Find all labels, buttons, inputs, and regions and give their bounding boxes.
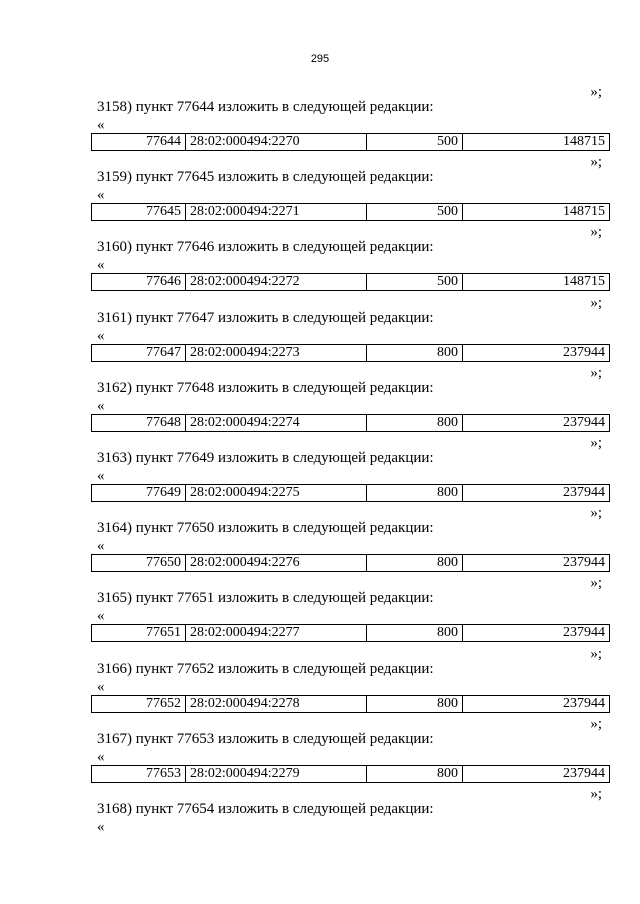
table-row	[92, 415, 610, 432]
closing-quote: »;	[590, 365, 602, 381]
amendment-heading: 3168) пункт 77654 изложить в следующей редакции:	[97, 801, 434, 817]
item-number-cell: 77653	[92, 766, 186, 783]
cadastral-number-cell: 28:02:000494:2272	[186, 274, 367, 291]
cadastral-value-cell: 148715	[463, 274, 610, 291]
closing-quote: »;	[590, 295, 602, 311]
area-cell: 800	[367, 696, 463, 713]
area-cell: 800	[367, 485, 463, 502]
amendment-heading: 3166) пункт 77652 изложить в следующей редакции:	[97, 661, 434, 677]
table-row	[92, 625, 610, 642]
closing-quote: »;	[590, 786, 602, 802]
land-plot-row-table	[91, 765, 610, 783]
opening-quote: «	[97, 819, 105, 835]
land-plot-row-table	[91, 344, 610, 362]
area-cell: 800	[367, 415, 463, 432]
land-plot-row-table	[91, 695, 610, 713]
cadastral-value-cell: 237944	[463, 696, 610, 713]
item-number-cell: 77647	[92, 345, 186, 362]
closing-quote: »;	[590, 154, 602, 170]
amendment-heading: 3162) пункт 77648 изложить в следующей редакции:	[97, 380, 434, 396]
area-cell: 800	[367, 555, 463, 572]
item-number-cell: 77648	[92, 415, 186, 432]
amendment-heading: 3158) пункт 77644 изложить в следующей редакции:	[97, 99, 434, 115]
table-row	[92, 485, 610, 502]
amendment-heading: 3161) пункт 77647 изложить в следующей редакции:	[97, 310, 434, 326]
item-number-cell: 77646	[92, 274, 186, 291]
opening-quote: «	[97, 257, 105, 273]
area-cell: 500	[367, 204, 463, 221]
cadastral-value-cell: 237944	[463, 485, 610, 502]
land-plot-row-table	[91, 554, 610, 572]
closing-quote: »;	[590, 575, 602, 591]
table-row	[92, 696, 610, 713]
amendment-heading: 3164) пункт 77650 изложить в следующей редакции:	[97, 520, 434, 536]
cadastral-value-cell: 237944	[463, 625, 610, 642]
cadastral-value-cell: 148715	[463, 134, 610, 151]
closing-quote: »;	[590, 224, 602, 240]
cadastral-value-cell: 237944	[463, 415, 610, 432]
closing-quote: »;	[590, 505, 602, 521]
opening-quote: «	[97, 679, 105, 695]
cadastral-number-cell: 28:02:000494:2275	[186, 485, 367, 502]
table-row	[92, 766, 610, 783]
cadastral-number-cell: 28:02:000494:2276	[186, 555, 367, 572]
closing-quote: »;	[590, 646, 602, 662]
land-plot-row-table	[91, 624, 610, 642]
area-cell: 800	[367, 345, 463, 362]
opening-quote: «	[97, 538, 105, 554]
opening-quote: «	[97, 468, 105, 484]
area-cell: 500	[367, 134, 463, 151]
closing-quote: »;	[590, 435, 602, 451]
land-plot-row-table	[91, 133, 610, 151]
cadastral-number-cell: 28:02:000494:2273	[186, 345, 367, 362]
area-cell: 800	[367, 625, 463, 642]
opening-quote: «	[97, 749, 105, 765]
item-number-cell: 77650	[92, 555, 186, 572]
opening-quote: «	[97, 117, 105, 133]
table-row	[92, 555, 610, 572]
cadastral-value-cell: 148715	[463, 204, 610, 221]
amendment-heading: 3160) пункт 77646 изложить в следующей редакции:	[97, 239, 434, 255]
closing-quote: »;	[590, 716, 602, 732]
land-plot-row-table	[91, 273, 610, 291]
table-row	[92, 274, 610, 291]
opening-quote: «	[97, 328, 105, 344]
amendment-heading: 3163) пункт 77649 изложить в следующей редакции:	[97, 450, 434, 466]
opening-quote: «	[97, 398, 105, 414]
land-plot-row-table	[91, 414, 610, 432]
area-cell: 800	[367, 766, 463, 783]
cadastral-value-cell: 237944	[463, 555, 610, 572]
item-number-cell: 77652	[92, 696, 186, 713]
table-row	[92, 134, 610, 151]
cadastral-number-cell: 28:02:000494:2278	[186, 696, 367, 713]
cadastral-value-cell: 237944	[463, 345, 610, 362]
table-row	[92, 345, 610, 362]
land-plot-row-table	[91, 203, 610, 221]
closing-quote: »;	[590, 84, 602, 100]
cadastral-number-cell: 28:02:000494:2270	[186, 134, 367, 151]
land-plot-row-table	[91, 484, 610, 502]
page-number: 295	[310, 53, 330, 65]
item-number-cell: 77645	[92, 204, 186, 221]
item-number-cell: 77649	[92, 485, 186, 502]
amendment-heading: 3167) пункт 77653 изложить в следующей редакции:	[97, 731, 434, 747]
item-number-cell: 77644	[92, 134, 186, 151]
cadastral-value-cell: 237944	[463, 766, 610, 783]
cadastral-number-cell: 28:02:000494:2274	[186, 415, 367, 432]
cadastral-number-cell: 28:02:000494:2271	[186, 204, 367, 221]
cadastral-number-cell: 28:02:000494:2279	[186, 766, 367, 783]
amendment-heading: 3159) пункт 77645 изложить в следующей редакции:	[97, 169, 434, 185]
area-cell: 500	[367, 274, 463, 291]
table-row	[92, 204, 610, 221]
opening-quote: «	[97, 608, 105, 624]
item-number-cell: 77651	[92, 625, 186, 642]
amendment-heading: 3165) пункт 77651 изложить в следующей редакции:	[97, 590, 434, 606]
opening-quote: «	[97, 187, 105, 203]
cadastral-number-cell: 28:02:000494:2277	[186, 625, 367, 642]
